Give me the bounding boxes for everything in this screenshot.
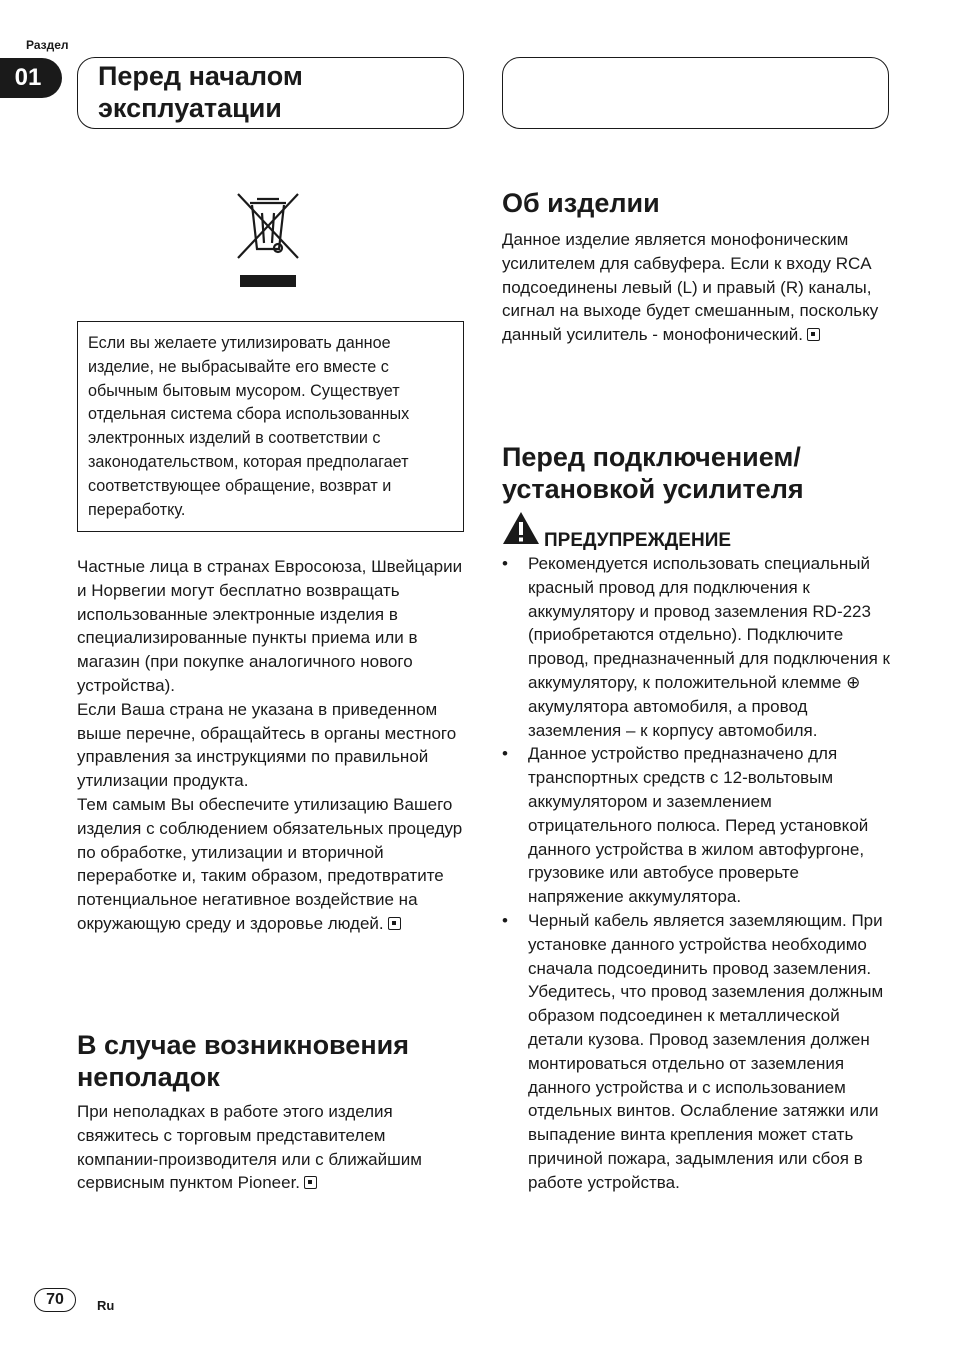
disposal-notice-text: Если вы желаете утилизировать данное изделие, не выбрасывайте его вместе с обычным бытовым мусором. Существует отдельная система сбора использованных электронных изделий в соответствии с законодательством, которая предполагает соответствующее обращение, возврат и переработку. <box>88 334 410 519</box>
troubleshooting-text: При неполадках в работе этого изделия свяжитесь с торговым представителем компании-производителя или с ближайшим сервисным пунктом Pioneer. <box>77 1102 422 1193</box>
disposal-paragraph: Тем самым Вы обеспечите утилизацию Вашего изделия с соблюдением обязательных процедур по обработке, утилизации и вторичной переработке и, таким образом, предотвратите потенциальное негативное воздействие на окружающую среду и здоровье людей. <box>77 794 463 933</box>
warning-bullet: • Рекомендуется использовать специальный красный провод для подключения к аккумулятору и провод заземления RD-223 (приобретаются отдельно). Подключите провод, предназначенный для подключения к аккумулятору, к положительной клемме ⊕ акумулятора автомобиля, а провод заземления – к корпусу автомобиля. <box>502 552 892 742</box>
empty-header-box <box>502 57 889 129</box>
troubleshooting-heading: В случае возникновения неполадок <box>77 1030 409 1092</box>
chapter-title: Перед началом эксплуатации <box>98 61 303 123</box>
end-of-section-icon <box>388 917 401 930</box>
warning-bullet: • Черный кабель является заземляющим. При установке данного устройства необходимо сначала подсоединить провод заземления. Убедитесь, что провод заземления должным образом подсоединен к металлической детали кузова. Провод заземления должен монтироваться отдельно от заземления данного устройства и с использованием отдельных винтов. Ослабление затяжки или выпадение винта крепления может стать причиной пожара, задымления или сбоя в работе устройства. <box>502 909 892 1195</box>
warning-bullet: • Данное устройство предназначено для транспортных средств с 12-вольтовым аккумулятором и заземлением отрицательного полюса. Перед установкой данного устройства в жилом автофургоне, грузовике или автобусе проверьте напряжение аккумулятора. <box>502 742 892 909</box>
troubleshooting-body <box>77 1100 467 1195</box>
end-of-section-icon <box>304 1176 317 1189</box>
section-label: Раздел <box>26 38 69 52</box>
warning-header <box>502 516 731 550</box>
end-of-section-icon <box>807 328 820 341</box>
warning-triangle-icon <box>502 511 540 550</box>
disposal-paragraph: Если Ваша страна не указана в приведенном выше перечне, обращайтесь в органы местного управления за инструкциями по правильной утилизации продукта. <box>77 699 457 791</box>
about-heading: Об изделии <box>502 188 660 218</box>
crossed-out-wheelie-bin-icon <box>235 191 301 289</box>
chapter-title-box <box>77 57 464 129</box>
disposal-paragraph: Частные лица в странах Евросоюза, Швейцарии и Норвегии могут бесплатно возвращать использованные электронные изделия в специализированные пункты приема или в магазин (при покупке аналогичного нового устройства). <box>77 557 463 695</box>
before-install-heading: Перед подключением/ установкой усилителя <box>502 442 804 504</box>
warning-label: ПРЕДУПРЕЖДЕНИЕ <box>544 530 732 551</box>
about-text: Данное изделие является монофоническим усилителем для сабвуфера. Если к входу RCA подсоединены левый (L) и правый (R) каналы, сигнал на выходе будет смешанным, поскольку данный усилитель - монофонический. <box>502 230 879 345</box>
section-number-tab: 01 <box>0 58 62 98</box>
language-code: Ru <box>97 1298 115 1313</box>
disposal-notice-box <box>77 321 464 532</box>
warning-list <box>502 552 892 1195</box>
disposal-paragraphs <box>77 555 465 936</box>
page-number: 70 <box>34 1288 76 1312</box>
about-body <box>502 228 892 347</box>
